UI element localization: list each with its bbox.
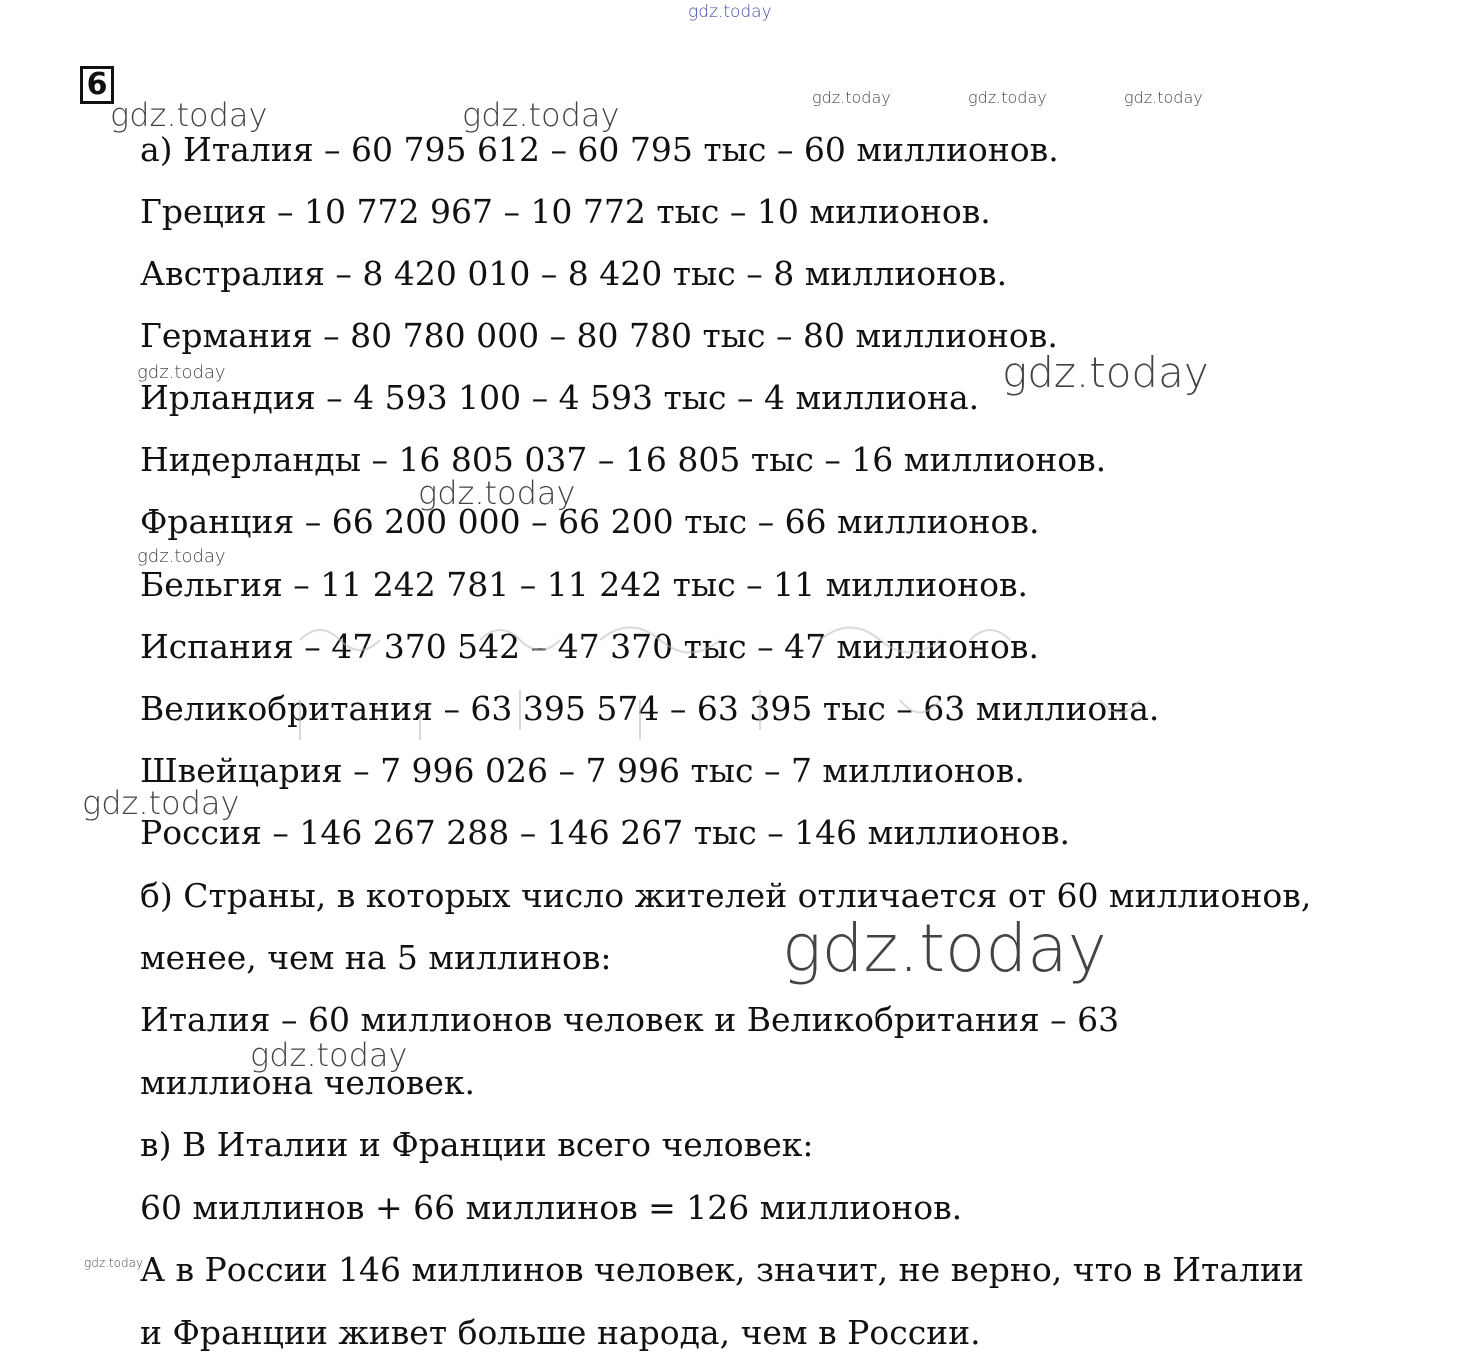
text-line: Франция – 66 200 000 – 66 200 тыс – 66 миллионов.: [140, 502, 1040, 541]
text-line: Нидерланды – 16 805 037 – 16 805 тыс – 16 миллионов.: [140, 440, 1107, 479]
watermark: gdz.today: [82, 784, 240, 822]
text-line: б) Страны, в которых число жителей отличается от 60 миллионов,: [140, 876, 1312, 915]
text-line: Испания – 47 370 542 – 47 370 тыс – 47 миллионов.: [140, 627, 1039, 666]
watermark: gdz.today: [462, 96, 620, 134]
task-number-box: 6: [80, 66, 114, 104]
text-line: А в России 146 миллинов человек, значит, не верно, что в Италии: [140, 1250, 1304, 1289]
watermark: gdz.today: [110, 96, 268, 134]
watermark: gdz.today: [250, 1036, 408, 1074]
text-line: Россия – 146 267 288 – 146 267 тыс – 146 миллионов.: [140, 813, 1071, 852]
text-line: менее, чем на 5 миллинов:: [140, 938, 612, 977]
watermark: gdz.today: [782, 910, 1107, 987]
text-line: Великобритания – 63 395 574 – 63 395 тыс – 63 миллиона.: [140, 689, 1160, 728]
text-line: Ирландия – 4 593 100 – 4 593 тыс – 4 миллиона.: [140, 378, 980, 417]
text-line: Италия – 60 миллионов человек и Великобритания – 63: [140, 1000, 1120, 1039]
watermark: gdz.today: [418, 474, 576, 512]
watermark: gdz.today: [812, 88, 891, 107]
text-line: Греция – 10 772 967 – 10 772 тыс – 10 милионов.: [140, 192, 991, 231]
text-line: Австралия – 8 420 010 – 8 420 тыс – 8 миллионов.: [140, 254, 1008, 293]
watermark: gdz.today: [688, 2, 772, 22]
text-line: в) В Италии и Франции всего человек:: [140, 1125, 814, 1164]
watermark: gdz.today: [968, 88, 1047, 107]
text-line: миллиона человек.: [140, 1063, 476, 1102]
watermark: gdz.today: [137, 362, 226, 383]
watermark: gdz.today: [84, 1256, 144, 1270]
text-line: Швейцария – 7 996 026 – 7 996 тыс – 7 миллионов.: [140, 751, 1025, 790]
watermark: gdz.today: [1002, 348, 1209, 397]
text-line: 60 миллинов + 66 миллинов = 126 миллионов.: [140, 1188, 963, 1227]
text-line: и Франции живет больше народа, чем в России.: [140, 1313, 981, 1352]
watermark: gdz.today: [1124, 88, 1203, 107]
text-line: Бельгия – 11 242 781 – 11 242 тыс – 11 миллионов.: [140, 565, 1029, 604]
watermark: gdz.today: [137, 546, 226, 567]
text-line: Германия – 80 780 000 – 80 780 тыс – 80 миллионов.: [140, 316, 1058, 355]
text-line: а) Италия – 60 795 612 – 60 795 тыс – 60 миллионов.: [140, 130, 1059, 169]
